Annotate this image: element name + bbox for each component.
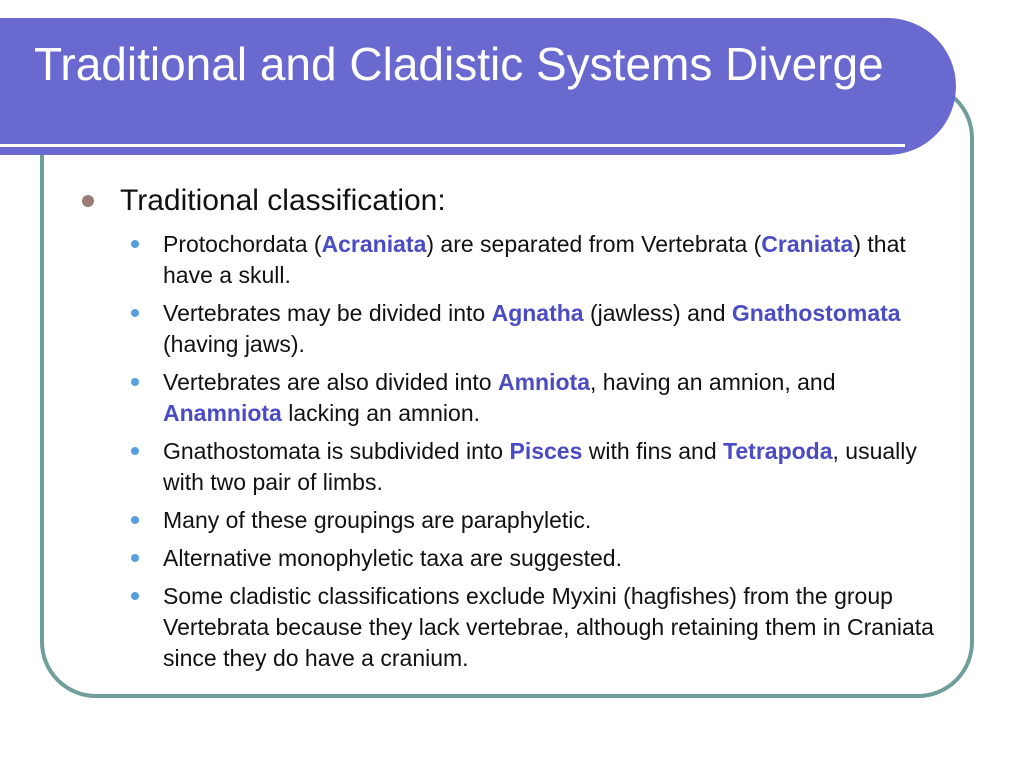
sub-bullet-item bbox=[131, 581, 951, 674]
bullet-text: (having jaws). bbox=[163, 331, 305, 357]
sub-bullet-dot-icon bbox=[131, 516, 139, 524]
bullet-text: Many of these groupings are paraphyletic. bbox=[163, 507, 592, 533]
taxon-term: Tetrapoda bbox=[723, 438, 833, 464]
taxon-term: Craniata bbox=[761, 231, 854, 257]
bullet-text: (jawless) and bbox=[583, 300, 732, 326]
sub-bullet-item bbox=[131, 436, 951, 498]
sub-bullet-dot-icon bbox=[131, 309, 139, 317]
sub-bullet-item bbox=[131, 505, 951, 536]
bullet-text: Protochordata ( bbox=[163, 231, 322, 257]
title-bar bbox=[0, 18, 956, 155]
bullet-text: ) are separated from Vertebrata ( bbox=[426, 231, 762, 257]
title-underline bbox=[0, 144, 905, 147]
sub-bullet-dot-icon bbox=[131, 240, 139, 248]
bullet-text: Some cladistic classifications exclude Myxini (hagfishes) from the group Vertebrata because they lack vertebrae, although retaining them in Craniata since they do have a cranium. bbox=[163, 583, 934, 671]
sub-bullet-dot-icon bbox=[131, 554, 139, 562]
bullet-text: Alternative monophyletic taxa are suggested. bbox=[163, 545, 622, 571]
sub-bullet-item bbox=[131, 229, 951, 291]
sub-bullet-dot-icon bbox=[131, 378, 139, 386]
taxon-term: Amniota bbox=[497, 369, 590, 395]
bullet-text: , usually with two pair of limbs. bbox=[163, 438, 917, 495]
sub-bullet-list bbox=[131, 229, 951, 681]
taxon-term: Anamniota bbox=[163, 400, 282, 426]
bullet-text: , having an amnion, and bbox=[589, 369, 836, 395]
bullet-text: Vertebrates may be divided into bbox=[163, 300, 492, 326]
sub-bullet-item bbox=[131, 298, 951, 360]
bullet-text: lacking an amnion. bbox=[281, 400, 481, 426]
level1-label: Traditional classification: bbox=[120, 184, 446, 217]
bullet-text: ) that have a skull. bbox=[163, 231, 906, 288]
bullet-text: Vertebrates are also divided into bbox=[163, 369, 498, 395]
sub-bullet-dot-icon bbox=[131, 592, 139, 600]
taxon-term: Gnathostomata bbox=[731, 300, 901, 326]
sub-bullet-item bbox=[131, 543, 951, 574]
sub-bullet-dot-icon bbox=[131, 447, 139, 455]
taxon-term: Pisces bbox=[509, 438, 583, 464]
taxon-term: Acraniata bbox=[321, 231, 427, 257]
taxon-term: Agnatha bbox=[491, 300, 584, 326]
bullet-dot-icon bbox=[82, 195, 94, 207]
bullet-text: Gnathostomata is subdivided into bbox=[163, 438, 510, 464]
sub-bullet-item bbox=[131, 367, 951, 429]
slide-title: Traditional and Cladistic Systems Diverge bbox=[34, 38, 884, 90]
bullet-text: with fins and bbox=[582, 438, 724, 464]
